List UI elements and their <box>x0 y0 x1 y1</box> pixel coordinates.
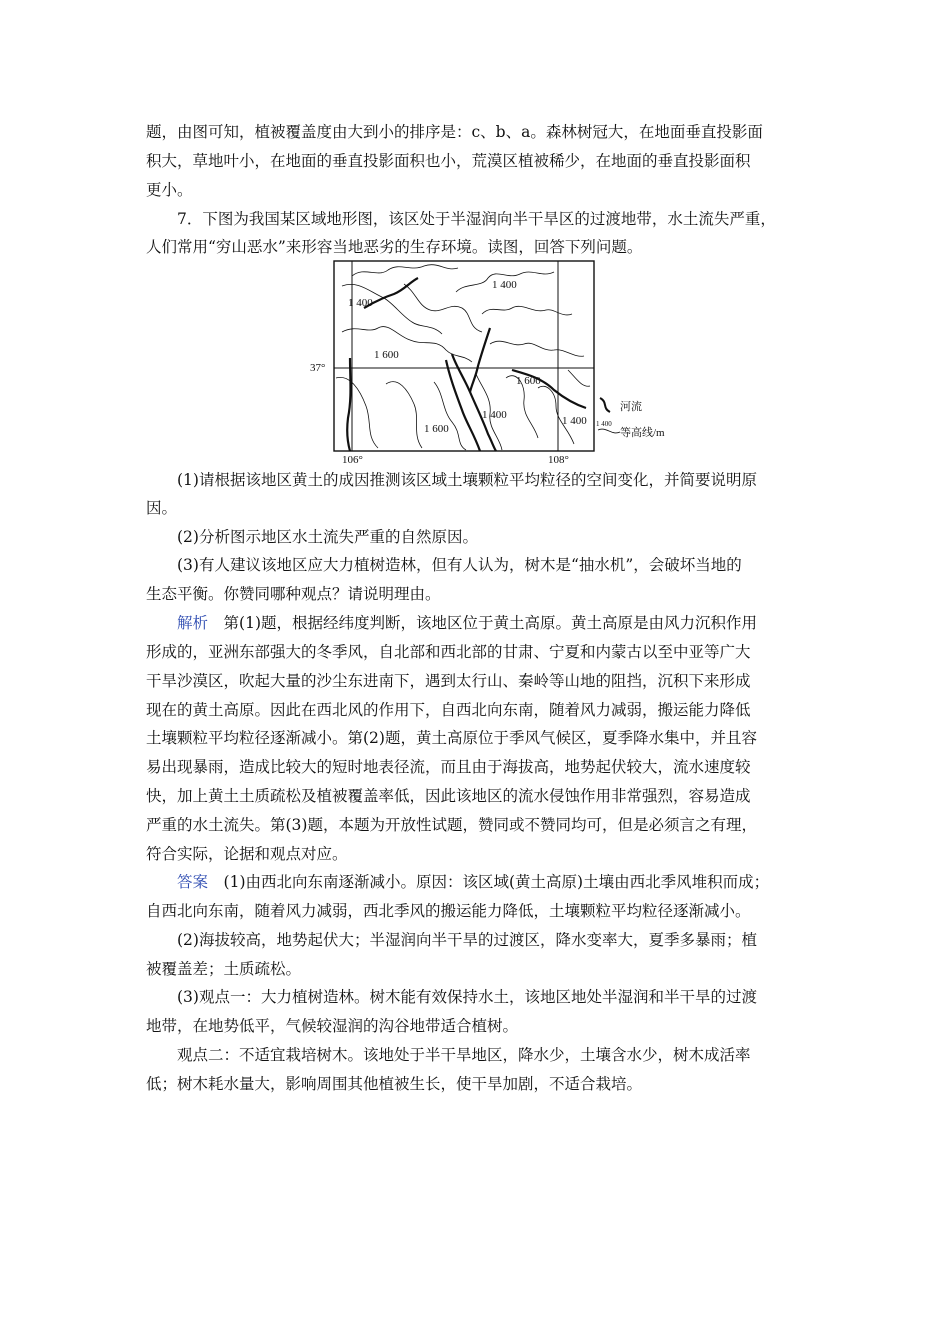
answer-viewpoint-2-line-2: 低；树木耗水量大，影响周围其他植被生长，使干旱加剧，不适合栽培。 <box>146 1075 643 1093</box>
question-2: (2)分析图示地区水土流失严重的自然原因。 <box>177 528 478 546</box>
question-1-line-1: (1)请根据该地区黄土的成因推测该区域土壤颗粒平均粒径的空间变化，并简要说明原 <box>177 471 757 489</box>
question-1-line-2: 因。 <box>146 499 178 517</box>
analysis-line-7: 快，加上黄土土质疏松及植被覆盖率低，因此该地区的流水侵蚀作用非常强烈，容易造成 <box>146 787 751 805</box>
intro-line-1: 题，由图可知，植被覆盖度由大到小的排序是：c、b、a。森林树冠大，在地面垂直投影面 <box>146 123 763 141</box>
analysis-line-4: 现在的黄土高原。因此在西北风的作用下，自西北向东南，随着风力减弱，搬运能力降低 <box>146 701 751 719</box>
analysis-line-8: 严重的水土流失。第(3)题，本题为开放性试题，赞同或不赞同均可，但是必须言之有理， <box>146 816 757 834</box>
contour-label: 1 400 <box>348 297 373 309</box>
contour-label: 1 400 <box>482 409 507 421</box>
analysis-line-9: 符合实际，论据和观点对应。 <box>146 845 348 863</box>
answer-tag: 答案 <box>177 873 209 891</box>
answer-2-line-2: 被覆盖差；土质疏松。 <box>146 960 302 978</box>
contour-label: 1 400 <box>492 279 517 291</box>
analysis-line-5: 土壤颗粒平均粒径逐渐减小。第(2)题，黄土高原位于季风气候区，夏季降水集中，并且容 <box>146 729 757 747</box>
contour-label: 1 400 <box>562 415 587 427</box>
intro-line-3: 更小。 <box>146 181 193 199</box>
analysis-tag: 解析 <box>177 614 209 632</box>
intro-line-2: 积大，草地叶小，在地面的垂直投影面积也小，荒漠区植被稀少，在地面的垂直投影面积 <box>146 152 751 170</box>
question-3-line-2: 生态平衡。你赞同哪种观点？请说明理由。 <box>146 585 441 603</box>
legend-contour-sample: 1 400 <box>596 420 612 428</box>
answer-2-line-1: (2)海拔较高，地势起伏大；半湿润向半干旱的过渡区，降水变率大，夏季多暴雨；植 <box>177 931 757 949</box>
terrain-map <box>306 258 686 468</box>
map-frame <box>334 261 594 451</box>
answer-1-line-2: 自西北向东南，随着风力减弱，西北季风的搬运能力降低，土壤颗粒平均粒径逐渐减小。 <box>146 902 751 920</box>
contour-label: 1 600 <box>374 349 399 361</box>
question-line-1: 7．下图为我国某区域地形图，该区处于半湿润向半干旱区的过渡地带，水土流失严重， <box>177 210 776 228</box>
latitude-label: 37° <box>310 362 326 374</box>
terrain-map-figure <box>306 258 686 468</box>
legend-contour-icon <box>598 429 620 433</box>
analysis-line-6: 易出现暴雨，造成比较大的短时地表径流，而且由于海拔高，地势起伏较大，流水速度较 <box>146 758 751 776</box>
answer-viewpoint-2-line-1: 观点二：不适宜栽培树木。该地处于半干旱地区，降水少，土壤含水少，树木成活率 <box>177 1046 751 1064</box>
question-line-2: 人们常用“穷山恶水”来形容当地恶劣的生存环境。读图，回答下列问题。 <box>146 238 643 256</box>
analysis-line-1: 解析 第(1)题，根据经纬度判断，该地区位于黄土高原。黄土高原是由风力沉积作用 <box>177 614 757 632</box>
question-3-line-1: (3)有人建议该地区应大力植树造林，但有人认为，树木是“抽水机”，会破坏当地的 <box>177 556 742 574</box>
contour-label: 1 600 <box>516 375 541 387</box>
legend-river-label: 河流 <box>620 401 642 413</box>
analysis-line-2: 形成的，亚洲东部强大的冬季风，自北部和西北部的甘肃、宁夏和内蒙古以至中亚等广大 <box>146 643 751 661</box>
answer-3-line-2: 地带，在地势低平，气候较湿润的沟谷地带适合植树。 <box>146 1017 519 1035</box>
answer-3-line-1: (3)观点一：大力植树造林。树木能有效保持水土，该地区地处半湿润和半干旱的过渡 <box>177 988 757 1006</box>
legend-contour-label: 等高线/m <box>620 427 665 439</box>
analysis-line-3: 干旱沙漠区，吹起大量的沙尘东进南下，遇到太行山、秦岭等山地的阻挡，沉积下来形成 <box>146 672 751 690</box>
legend-river-icon <box>600 398 610 412</box>
longitude-label-left: 106° <box>342 454 363 466</box>
contour-label: 1 600 <box>424 423 449 435</box>
answer-1-line-1: 答案 (1)由西北向东南逐渐减小。原因：该区域(黄土高原)土壤由西北季风堆积而成； <box>177 873 770 891</box>
longitude-label-right: 108° <box>548 454 569 466</box>
